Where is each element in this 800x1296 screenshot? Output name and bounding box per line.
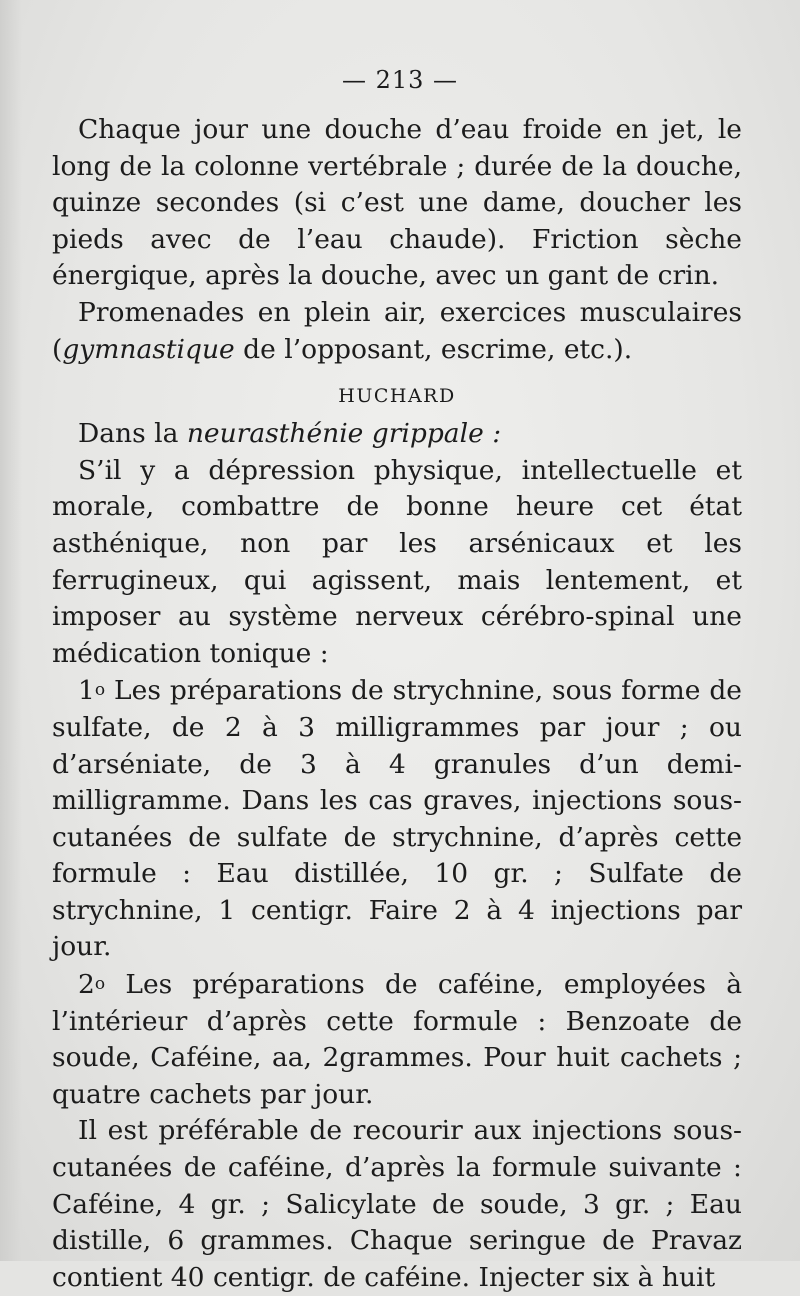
paragraph-strychnine bbox=[52, 672, 742, 966]
page-edge-shadow bbox=[0, 0, 22, 1261]
paragraph-depression: S’il y a dépression physique, intellectuelle et morale, combattre de bonne heure cet état asthénique, non par les arsénicaux et les ferrugineux, qui agissent, mais lentement, et imposer au système nerveux cérébro-spinal une médication tonique : bbox=[52, 454, 742, 669]
item-number-2: 2 bbox=[78, 969, 95, 1001]
item-number-1: 1 bbox=[78, 675, 95, 707]
cafeine-text: Les préparations de caféine, employées à l’intérieur d’après cette formule : Benzoate de soude, Caféine, aa, 2grammes. Pour huit cachets ; quatre cachets par jour. bbox=[52, 969, 742, 1110]
item-ordinal-2: o bbox=[94, 974, 106, 995]
page-number: — 213 — bbox=[341, 66, 459, 94]
paragraph-neurasthenie bbox=[52, 416, 742, 453]
gymnastique-italic: gymnastique bbox=[62, 333, 235, 365]
paragraph-cafeine bbox=[52, 966, 742, 1113]
page-body bbox=[52, 112, 742, 1296]
neurasthenie-italic: neurasthénie grippale : bbox=[186, 418, 502, 450]
item-ordinal-1: o bbox=[94, 680, 106, 701]
paragraph-douche: Chaque jour une douche d’eau froide en jet, le long de la colonne vertébrale ; durée de la douche, quinze secondes (si c’est une dame, doucher les pieds avec de l’eau chaude). Friction sèche énergique, après la douche, avec un gant de crin. bbox=[52, 114, 742, 292]
section-heading: HUCHARD bbox=[338, 385, 456, 408]
promenades-text: Promenades en plein air, exercices musculaires ( bbox=[52, 296, 742, 365]
strychnine-text: Les préparations de strychnine, sous forme de sulfate, de 2 à 3 milligrammes par jour ; ou d’arséniate, de 3 à 4 granules d’un demi-milligramme. Dans les cas graves, injections sous-cutanées de sulfate de strychnine, d’après cette formule : Eau distillée, 10 gr. ; Sulfate de strychnine, 1 centigr. Faire 2 à 4 injections par jour. bbox=[52, 675, 742, 963]
neurasthenie-lead: Dans la bbox=[78, 418, 187, 450]
paragraph-promenades bbox=[52, 295, 742, 368]
promenades-text-end: de l’opposant, escrime, etc.). bbox=[234, 333, 633, 365]
paragraph-injections: Il est préférable de recourir aux injections sous-cutanées de caféine, d’après la formule suivante : Caféine, 4 gr. ; Salicylate de soude, 3 gr. ; Eau distille, 6 grammes. Chaque seringue de Pravaz contient 40 centigr. de caféine. Injecter six à huit bbox=[52, 1115, 742, 1293]
